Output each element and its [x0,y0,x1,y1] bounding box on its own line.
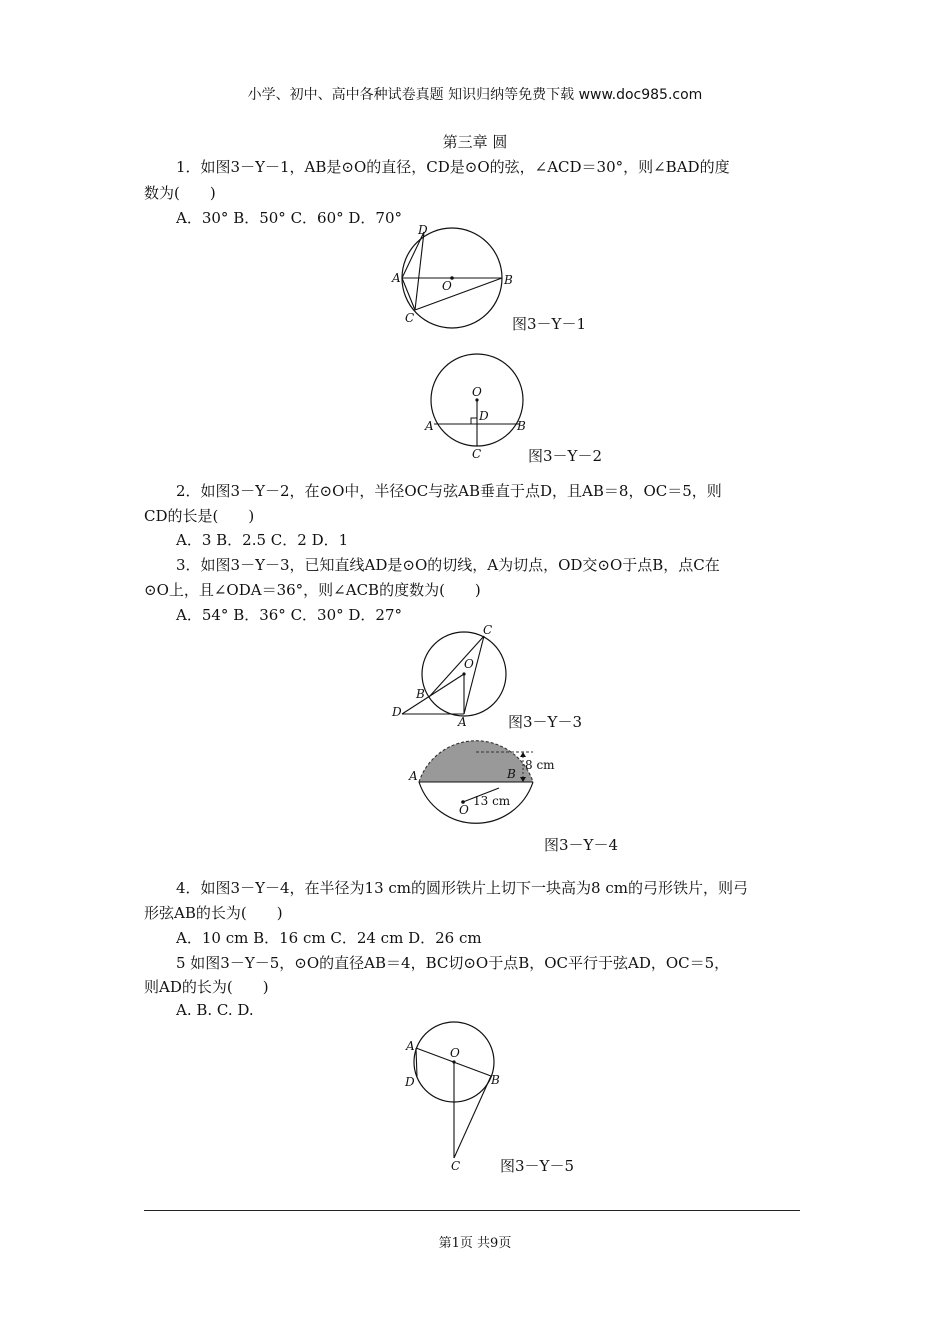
label-b: B [517,419,526,433]
q5-stem-line1: 5 如图3－Y－5，⊙O的直径AB＝4，BC切⊙O于点B，OC平行于弦AD，OC＝5， [176,954,730,972]
q4-stem-line1: 4．如图3－Y－4，在半径为13 cm的圆形铁片上切下一块高为8 cm的弓形铁片，则弓 [176,879,748,897]
q2-stem-line1: 2．如图3－Y－2，在⊙O中，半径OC与弦AB垂直于点D，且AB＝8，OC＝5，则 [176,482,722,500]
figure-3-y-5 [398,1020,508,1175]
label-height: 8 cm [525,758,555,772]
fig2-caption: 图3－Y－2 [528,447,602,465]
fig3-caption: 图3－Y－3 [508,713,582,731]
chapter-title: 第三章 圆 [442,133,508,151]
q5-stem-line2: 则AD的长为( ) [144,978,269,996]
chord-ad [402,232,424,278]
q1-stem-line1: 1．如图3－Y－1，AB是⊙O的直径，CD是⊙O的弦，∠ACD＝30°，则∠BAD的度 [176,158,730,176]
tangent-bc [454,1076,491,1158]
label-radius: 13 cm [473,794,511,808]
label-d: D [418,223,428,237]
q3-stem-line2: ⊙O上，且∠ODA＝36°，则∠ACB的度数为( ) [144,581,481,599]
q1-options: A．30° B．50° C．60° D．70° [176,209,403,227]
chord-ac [402,278,415,310]
label-a: A [425,419,434,433]
q4-options: A．10 cm B．16 cm C．24 cm D．26 cm [176,929,482,947]
q1-stem-line2: 数为( ) [144,184,216,202]
figure-3-y-3 [388,620,508,732]
label-a: A [392,271,401,285]
figure-3-y-4 [405,742,555,850]
center-dot [462,672,465,675]
segment-shaded [419,741,533,782]
page-number: 第1页 共9页 [438,1236,512,1251]
label-b: B [504,273,513,287]
right-angle-mark [471,418,477,424]
label-b: B [507,767,516,781]
label-c: C [405,311,415,325]
label-o: O [450,1046,460,1060]
label-o: O [442,279,452,293]
q3-stem-line1: 3．如图3－Y－3，已知直线AD是⊙O的切线，A为切点，OD交⊙O于点B，点C在 [176,556,720,574]
q3-options: A．54° B．36° C．30° D．27° [176,606,403,624]
q2-stem-line2: CD的长是( ) [144,507,255,525]
figure-3-y-1 [380,218,530,338]
fig1-caption: 图3－Y－1 [512,315,586,333]
label-a: A [406,1039,415,1053]
label-d: D [392,705,402,719]
q5-options: A. B. C. D. [176,1001,254,1019]
q4-stem-line2: 形弦AB的长为( ) [144,904,283,922]
chord-ad [416,1048,417,1077]
label-d: D [479,409,489,423]
figure-3-y-2 [420,350,535,462]
label-d: D [405,1075,415,1089]
label-o: O [459,803,469,817]
fig5-caption: 图3－Y－5 [500,1157,574,1175]
label-o: O [464,657,474,671]
chord-cb [415,278,502,310]
label-c: C [483,623,493,637]
label-a: A [458,715,467,729]
label-a: A [409,769,418,783]
fig4-caption: 图3－Y－4 [544,836,618,854]
center-dot [452,1060,455,1063]
footer-rule [144,1210,800,1211]
q2-options: A．3 B．2.5 C．2 D．1 [176,531,349,549]
page-header: 小学、初中、高中各种试卷真题 知识归纳等免费下载 www.doc985.com [247,87,703,103]
label-b: B [491,1073,500,1087]
label-c: C [451,1159,461,1173]
line-do [402,674,464,714]
label-o: O [472,385,482,399]
arrow-up [520,752,526,757]
label-b: B [416,687,425,701]
label-c: C [472,447,482,461]
